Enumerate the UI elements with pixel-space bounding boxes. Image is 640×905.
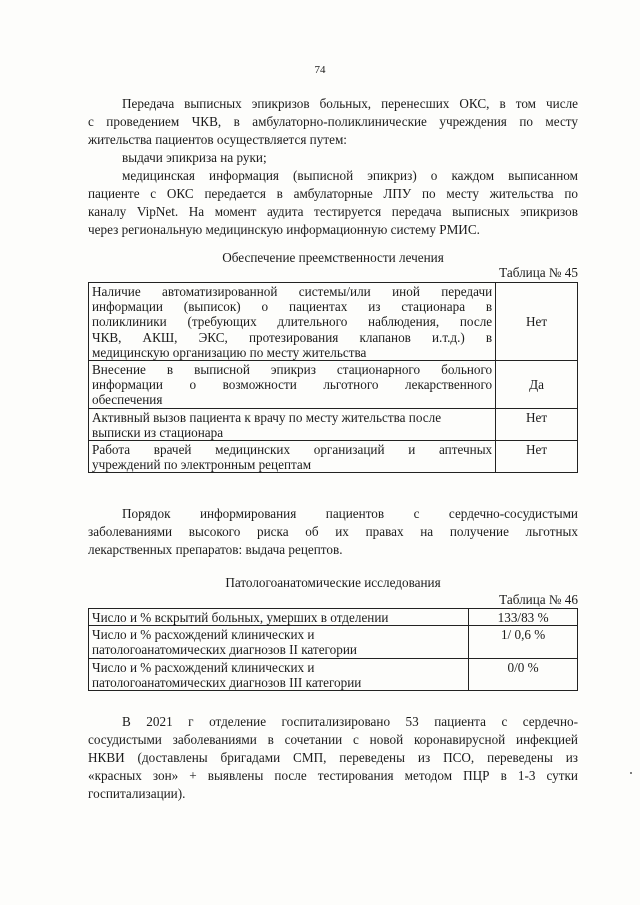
table-cell	[89, 609, 469, 626]
table-row	[89, 361, 578, 409]
table-row	[89, 408, 578, 440]
paragraph-covid-hospitalization	[88, 713, 578, 803]
text-line: Передача выписных эпикризов больных, перенесших ОКС, в том числе	[122, 96, 578, 111]
text-line: НКВИ (доставлены бригадами СМП, переведены из ПСО, переведены из	[88, 750, 578, 765]
cell-line: Число и % расхождений клинических и	[92, 659, 315, 675]
text-line: заболеваниями высокого риска об их правах на получение льготных	[88, 524, 578, 539]
table-45-label: Таблица № 45	[499, 265, 578, 280]
cell-line: информации о возможности льготного лекарственного	[92, 377, 493, 393]
cell-line: Работа врачей медицинских организаций и аптечных	[92, 442, 493, 458]
cell-line: Внесение в выписной эпикриз стационарного больного	[92, 362, 493, 378]
cell-line: информации (выписок) о пациентах из стационара в	[92, 299, 493, 315]
table-46-caption: Патологоанатомические исследования	[225, 575, 441, 590]
cell-line: выписки из стационара	[92, 424, 224, 440]
table-cell-value: Нет	[496, 408, 578, 440]
table-row	[89, 609, 578, 626]
text-line: выдачи эпикриза на руки;	[122, 150, 267, 165]
table-cell	[89, 626, 469, 658]
table-cell-value: 0/0 %	[469, 658, 578, 690]
text-line: медицинская информация (выписной эпикриз) о каждом выписанном	[122, 168, 578, 183]
paragraph-referral-transfer	[88, 95, 578, 239]
text-line: каналу VipNet. На момент аудита тестируется передача выписных эпикризов	[88, 204, 578, 219]
text-line: Порядок информирования пациентов с сердечно-сосудистыми	[122, 506, 578, 521]
cell-line: Активный вызов пациента к врачу по месту жительства после	[92, 409, 442, 425]
table-row	[89, 626, 578, 658]
text-line: госпитализации).	[88, 786, 186, 801]
text-line: В 2021 г отделение госпитализировано 53 пациента с сердечно-	[122, 714, 578, 729]
cell-line: ЧКВ, АКШ, ЭКС, протезирования клапанов и.т.д.) в	[92, 329, 493, 345]
cell-line: обеспечения	[92, 392, 163, 408]
scan-speck	[630, 772, 632, 774]
table-cell	[89, 408, 496, 440]
text-line: лекарственных препаратов: выдача рецептов.	[88, 542, 343, 557]
table-cell-value: 1/ 0,6 %	[469, 626, 578, 658]
text-line: жительства пациентов осуществляется путем:	[88, 132, 347, 147]
text-line: через региональную медицинскую информационную систему РМИС.	[88, 222, 480, 237]
text-line: «красных зон» + выявлены после тестирования методом ПЦР в 1-3 сутки	[88, 768, 578, 783]
cell-line: медицинскую организацию по месту жительства	[92, 344, 367, 360]
table-cell-value: Да	[496, 361, 578, 409]
cell-line: Наличие автоматизированной системы/или иной передачи	[92, 284, 493, 299]
cell-line: патологоанатомических диагнозов III категории	[92, 674, 362, 690]
table-46	[88, 608, 578, 691]
table-cell-value: Нет	[496, 283, 578, 361]
table-cell	[89, 283, 496, 361]
cell-line: поликлиники (требующих длительного наблюдения, после	[92, 314, 493, 330]
table-cell	[89, 658, 469, 690]
table-row	[89, 283, 578, 361]
text-line: сосудистыми заболеваниями в сочетании с новой коронавирусной инфекцией	[88, 732, 578, 747]
table-row	[89, 441, 578, 473]
paragraph-patient-informing	[88, 505, 578, 559]
table-cell-value: Нет	[496, 441, 578, 473]
table-cell-value: 133/83 %	[469, 609, 578, 626]
table-46-label: Таблица № 46	[499, 592, 578, 607]
table-45	[88, 282, 578, 473]
page-number: 74	[314, 64, 326, 76]
table-45-caption: Обеспечение преемственности лечения	[222, 250, 444, 265]
cell-line: Число и % расхождений клинических и	[92, 627, 315, 643]
cell-line: Число и % вскрытий больных, умерших в отделении	[92, 610, 389, 625]
table-row	[89, 658, 578, 690]
text-line: пациенте с ОКС передается в амбулаторные ЛПУ по месту жительства по	[88, 186, 578, 201]
table-cell	[89, 441, 496, 473]
cell-line: патологоанатомических диагнозов II категории	[92, 642, 357, 658]
table-cell	[89, 361, 496, 409]
text-line: с проведением ЧКВ, в амбулаторно-поликлинические учреждения по месту	[88, 114, 578, 129]
cell-line: учреждений по электронным рецептам	[92, 457, 312, 473]
